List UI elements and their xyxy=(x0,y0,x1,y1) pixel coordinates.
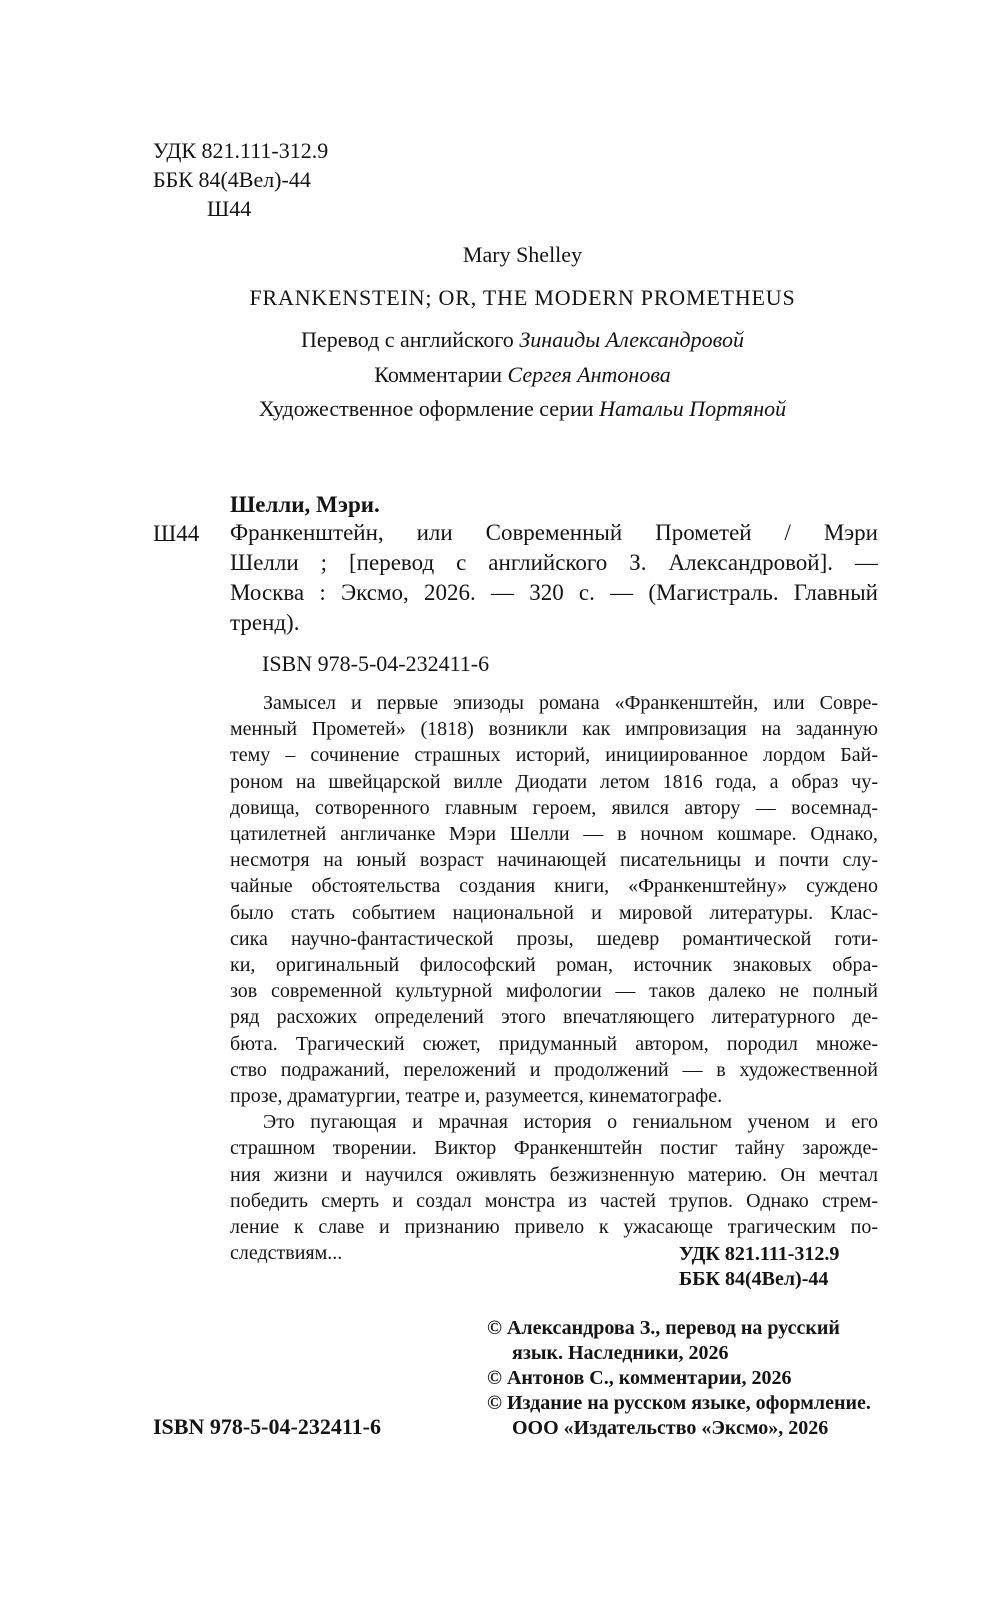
annotation-line: было стать событием национальной и мировой литературы. Клас- xyxy=(230,901,878,924)
translation-label: Перевод с английского xyxy=(301,327,520,352)
copyright-comments: © Антонов С., комментарии, 2026 xyxy=(487,1367,792,1389)
annotation-line: довища, сотворенного главным героем, явился автору — восемнад- xyxy=(230,796,878,819)
copyright-edition-cont: ООО «Издательство «Эксмо», 2026 xyxy=(512,1417,829,1439)
annotation-line: сика научно-фантастической прозы, шедевр романтической готи- xyxy=(230,927,878,950)
annotation-line: страшном творении. Виктор Франкенштейн постиг тайну зарожде- xyxy=(230,1137,878,1160)
annotation-line: цатилетней англичанке Мэри Шелли — в ночном кошмаре. Однако, xyxy=(230,823,878,846)
annotation-line: Это пугающая и мрачная история о гениальном ученом и его xyxy=(263,1111,878,1134)
copyright-translation-cont: язык. Наследники, 2026 xyxy=(512,1342,729,1364)
catalog-entry-heading: Шелли, Мэри. xyxy=(230,492,380,517)
commentator-name: Сергея Антонова xyxy=(507,362,671,387)
annotation-line: тему – сочинение страшных историй, инициированное лордом Бай- xyxy=(230,744,878,767)
copyright-translation: © Александрова З., перевод на русский xyxy=(487,1317,840,1339)
catalog-entry-line: тренд). xyxy=(230,610,300,635)
annotation-line: ство подражаний, переложений и продолжений — в художественной xyxy=(230,1058,878,1081)
author-sign: Ш44 xyxy=(207,196,252,221)
annotation-line: победить смерть и создал монстра из частей трупов. Однако стрем- xyxy=(230,1189,878,1212)
annotation-line: зов современной культурной мифологии — таков далеко не полный xyxy=(230,980,878,1003)
catalog-entry-line: Москва : Эксмо, 2026. — 320 с. — (Магистраль. Главный xyxy=(230,580,878,605)
bbk-code-bottom: ББК 84(4Вел)-44 xyxy=(679,1268,829,1290)
annotation xyxy=(230,690,878,1266)
translation-credit xyxy=(0,327,1000,353)
annotation-line: следствиям... xyxy=(230,1242,343,1265)
design-credit xyxy=(0,396,1000,422)
isbn-bottom: ISBN 978-5-04-232411-6 xyxy=(153,1414,381,1439)
annotation-line: Замысел и первые эпизоды романа «Франкенштейн, или Совре- xyxy=(263,692,878,714)
title-en: FRANKENSTEIN; OR, THE MODERN PROMETHEUS xyxy=(249,285,796,310)
bbk-code: ББК 84(4Вел)-44 xyxy=(153,167,311,192)
annotation-line: ряд расхожих определений этого впечатляющего литературного де- xyxy=(230,1006,878,1029)
translator-name: Зинаиды Александровой xyxy=(519,327,744,352)
catalog-isbn: ISBN 978-5-04-232411-6 xyxy=(262,651,490,676)
bottom-classification-codes xyxy=(679,1242,839,1292)
copyright-edition: © Издание на русском языке, оформление. xyxy=(487,1392,871,1414)
annotation-line: роном на швейцарской вилле Диодати летом 1816 года, а образ чу- xyxy=(230,770,878,793)
top-classification-codes xyxy=(153,136,328,223)
catalog-entry-code: Ш44 xyxy=(153,521,200,546)
copyright-block xyxy=(487,1316,871,1441)
annotation-line: ки, оригинальный философский роман, источник знаковых обра- xyxy=(230,954,878,977)
annotation-line: несмотря на юный возраст начинающей писательницы и почти слу- xyxy=(230,849,878,872)
design-label: Художественное оформление серии xyxy=(258,396,600,421)
comments-label: Комментарии xyxy=(374,362,508,387)
catalog-entry-line: Франкенштейн, или Современный Прометей / Мэри xyxy=(230,520,878,545)
annotation-line: чайные обстоятельства создания книги, «Франкенштейну» суждено xyxy=(230,875,878,898)
udk-code: УДК 821.111-312.9 xyxy=(153,138,329,163)
catalog-entry-body xyxy=(230,518,878,638)
annotation-line: бюта. Трагический сюжет, придуманный автором, породил множе- xyxy=(230,1032,878,1055)
annotation-line: менный Прометей» (1818) возникли как импровизация на заданную xyxy=(230,718,878,741)
comments-credit xyxy=(0,362,1000,388)
author-name-en: Mary Shelley xyxy=(462,242,583,267)
annotation-line: прозе, драматургии, театре и, разумеется, кинематографе. xyxy=(230,1085,723,1108)
annotation-line: ление к славе и признанию привело к ужасающе трагическим по- xyxy=(230,1216,878,1239)
designer-name: Натальи Портяной xyxy=(599,396,787,421)
catalog-entry-line: Шелли ; [перевод с английского З. Александровой]. — xyxy=(230,550,878,575)
annotation-line: ния жизни и научился оживлять безжизненную материю. Он мечтал xyxy=(230,1163,878,1186)
udk-code-bottom: УДК 821.111-312.9 xyxy=(679,1243,840,1265)
